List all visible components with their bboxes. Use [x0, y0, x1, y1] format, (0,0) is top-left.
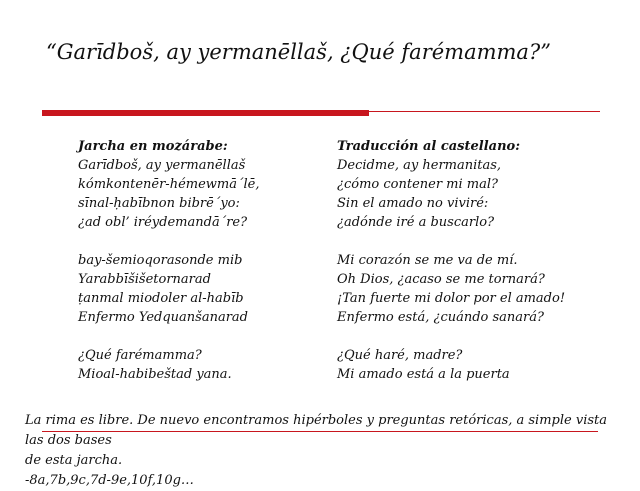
verse-line: bay-šemioqorasonde mib — [78, 253, 243, 268]
mozarabic-heading: Jarcha en mozárabe: — [78, 139, 228, 154]
verse-line: ¿ad obl’ iréydemandā´re? — [78, 215, 248, 230]
verse-line: ¡Tan fuerte mi dolor por el amado! — [337, 291, 566, 306]
footer-line: de esta jarcha. — [25, 453, 123, 468]
verse-line: Garīdboš, ay yermanēllaš — [78, 158, 246, 173]
red-accent-bar — [42, 110, 369, 116]
verse-line: Mi corazón se me va de mí. — [337, 253, 518, 268]
verse-line: ṭanmal miodoler al-habīb — [78, 291, 244, 306]
stanza-gap — [78, 232, 318, 251]
verse-line: Sin el amado no viviré: — [337, 196, 489, 211]
verse-line: Mi amado está a la puerta — [337, 367, 510, 382]
footer-line: La rima es libre. De nuevo encontramos hipérboles y preguntas retóricas, a simple vista las dos bases — [25, 413, 607, 448]
verse-line: ¿Qué farémamma? — [78, 348, 202, 363]
verse-line: Enfermo Yedquanšanarad — [78, 310, 248, 325]
thin-accent-line — [369, 111, 600, 112]
footer-note — [25, 411, 615, 491]
stanza-gap — [337, 232, 597, 251]
verse-line: sīnal-ḥabībnon bibrē´yo: — [78, 196, 240, 211]
spanish-translation-column — [337, 137, 597, 384]
verse-line: ¿Qué haré, madre? — [337, 348, 463, 363]
mozarabic-column — [78, 137, 318, 384]
rhyme-scheme: -8a,7b,9c,7d-9e,10f,10g… — [25, 473, 194, 488]
verse-line: Enfermo está, ¿cuándo sanará? — [337, 310, 544, 325]
stanza-gap — [337, 327, 597, 346]
verse-line: Yarabbīšišetornarad — [78, 272, 211, 287]
verse-line: ¿adónde iré a buscarlo? — [337, 215, 495, 230]
verse-line: Mioal-habibeštad yana. — [78, 367, 232, 382]
stanza-gap — [78, 327, 318, 346]
slide-title: “Garīdboš, ay yermanēllaš, ¿Qué farémamma?” — [46, 40, 551, 64]
verse-line: Oh Dios, ¿acaso se me tornará? — [337, 272, 545, 287]
verse-line: Decidme, ay hermanitas, — [337, 158, 502, 173]
translation-heading: Traducción al castellano: — [337, 139, 521, 154]
verse-line: kómkontenēr-hémewmā´lē, — [78, 177, 260, 192]
verse-line: ¿cómo contener mi mal? — [337, 177, 498, 192]
